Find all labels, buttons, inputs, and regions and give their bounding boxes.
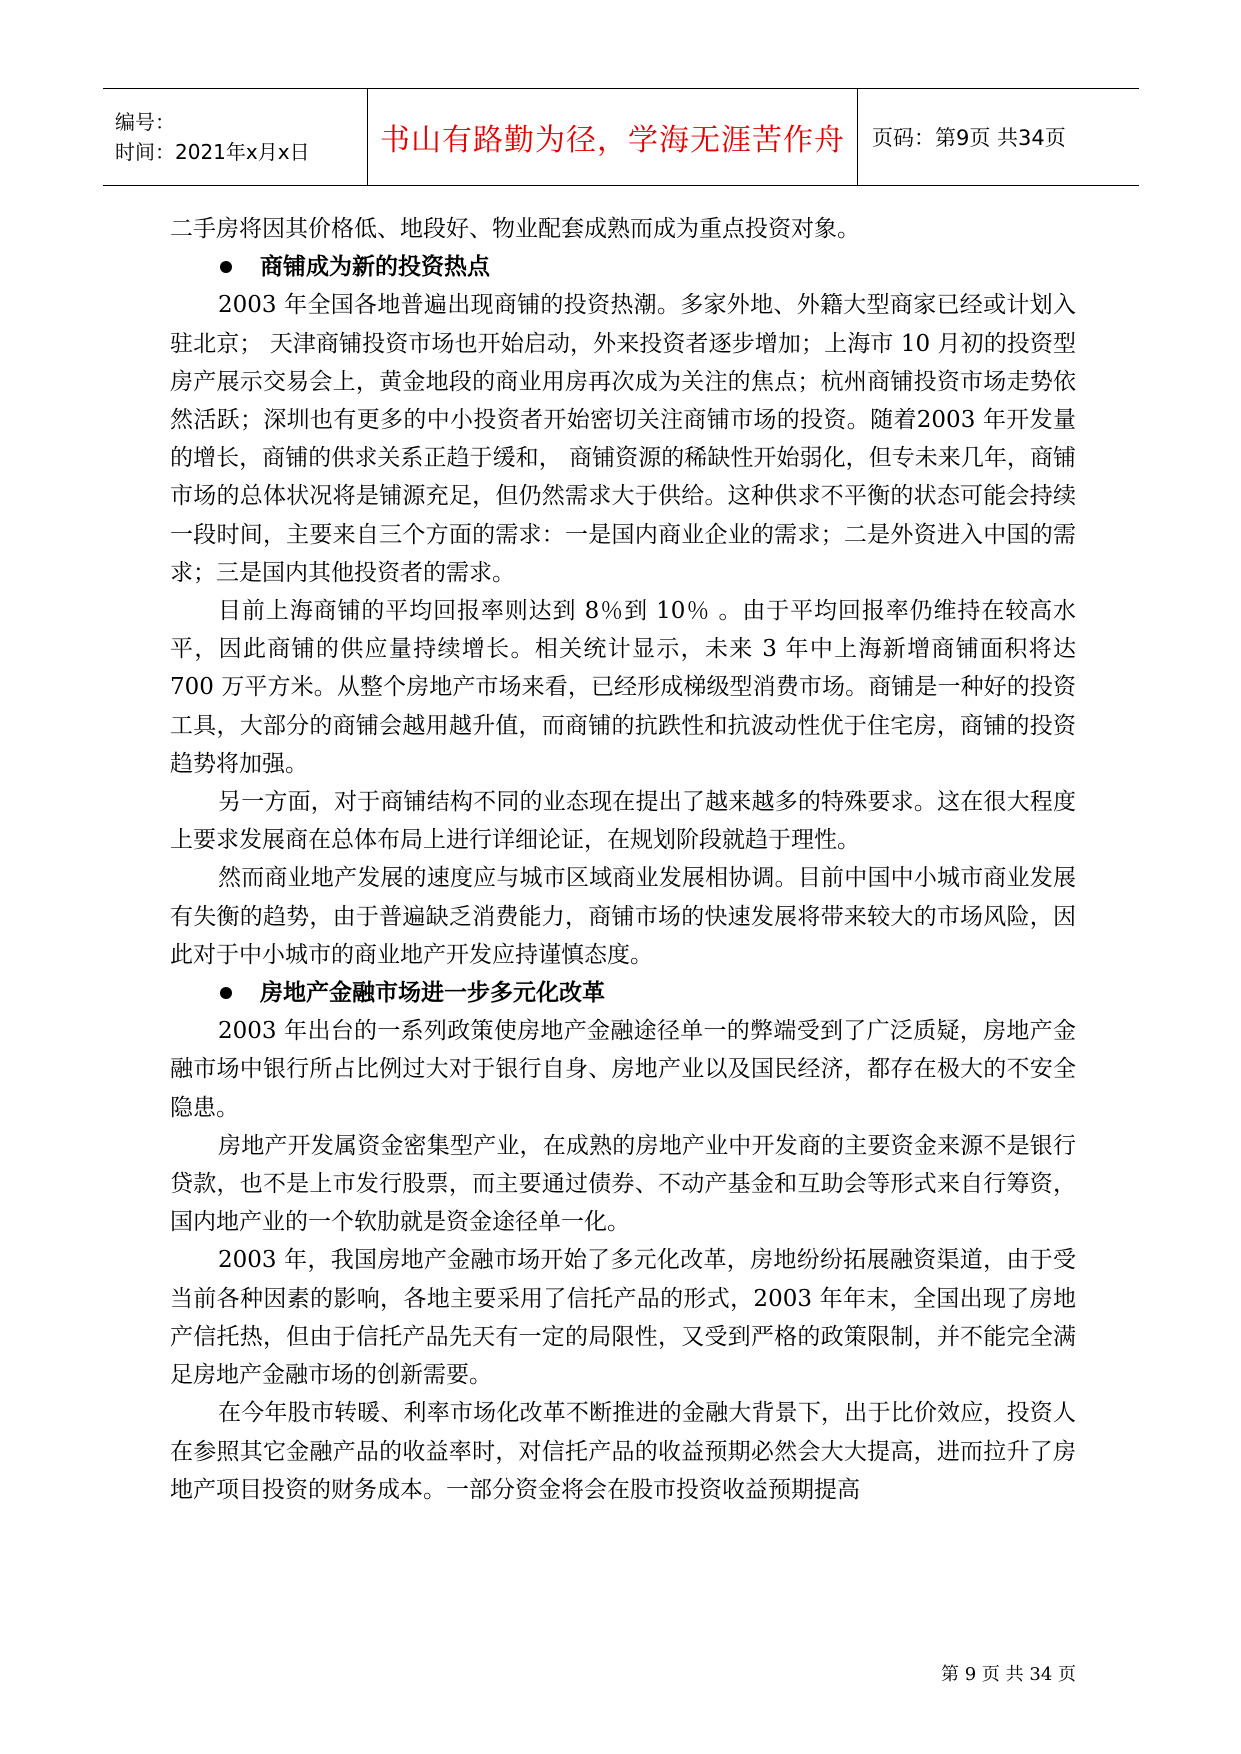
section-heading-text: 房地产金融市场进一步多元化改革 (260, 980, 605, 1007)
section-heading (170, 248, 1076, 286)
section-heading-text: 商铺成为新的投资热点 (260, 254, 490, 281)
paragraph: 在今年股市转暖、利率市场化改革不断推进的金融大背景下，出于比价效应，投资人在参照其它金融产品的收益率时，对信托产品的收益预期必然会大大提高，进而拉升了房地产项目投资的财务成本。一部分资金将会在股市投资收益预期提高 (170, 1400, 1076, 1503)
document-body (170, 210, 1076, 1509)
paragraph: 目前上海商铺的平均回报率则达到 8％到 10％ 。由于平均回报率仍维持在较高水平，因此商铺的供应量持续增长。相关统计显示，未来 3 年中上海新增商铺面积将达 700 万平方米。从整个房地产市场来看，已经形成梯级型消费市场。商铺是一种好的投资工具，大部分的商铺会越用越升值，而商铺的抗跌性和抗波动性优于住宅房，商铺的投资趋势将加强。 (170, 598, 1076, 777)
bullet-icon (220, 261, 232, 273)
paragraph: 2003 年，我国房地产金融市场开始了多元化改革，房地纷纷拓展融资渠道，由于受当前各种因素的影响，各地主要采用了信托产品的形式，2003 年年末，全国出现了房地产信托热，但由于信托产品先天有一定的局限性，又受到严格的政策限制，并不能完全满足房地产金融市场的创新需要。 (170, 1247, 1076, 1389)
header-page-label: 页码：第9页 共34页 (872, 126, 1066, 150)
page-header (103, 88, 1139, 186)
section-heading (170, 974, 1076, 1012)
motto-text: 书山有路勤为径，学海无涯苦作舟 (380, 123, 845, 158)
paragraph: 2003 年全国各地普遍出现商铺的投资热潮。多家外地、外籍大型商家已经或计划入驻北京； 天津商铺投资市场也开始启动，外来投资者逐步增加；上海市 10 月初的投资型房产展示交易会上，黄金地段的商业用房再次成为关注的焦点；杭州商铺投资市场走势依然活跃；深圳也有更多的中小投资者开始密切关注商铺市场的投资。随着2003 年开发量的增长，商铺的供求关系正趋于缓和， 商铺资源的稀缺性开始弱化，但专未来几年，商铺市场的总体状况将是铺源充足，但仍然需求大于供给。这种供求不平衡的状态可能会持续一段时间，主要来自三个方面的需求：一是国内商业企业的需求；二是外资进入中国的需求；三是国内其他投资者的需求。 (170, 292, 1076, 586)
paragraph: 二手房将因其价格低、地段好、物业配套成熟而成为重点投资对象。 (170, 216, 860, 242)
header-meta (103, 89, 367, 185)
document-number-label: 编号： (115, 110, 175, 134)
paragraph: 房地产开发属资金密集型产业，在成熟的房地产业中开发商的主要资金来源不是银行贷款，也不是上市发行股票，而主要通过债券、不动产基金和互助会等形式来自行筹资， 国内地产业的一个软肋就是资金途径单一化。 (170, 1132, 1076, 1236)
page-footer (941, 1660, 1076, 1686)
paragraph: 另一方面，对于商铺结构不同的业态现在提出了越来越多的特殊要求。这在很大程度上要求发展商在总体布局上进行详细论证，在规划阶段就趋于理性。 (170, 789, 1076, 854)
bullet-icon (220, 987, 232, 999)
document-time-label: 时间：2021年x月x日 (115, 140, 310, 164)
paragraph: 2003 年出台的一系列政策使房地产金融途径单一的弊端受到了广泛质疑，房地产金融市场中银行所占比例过大对于银行自身、房地产业以及国民经济，都存在极大的不安全隐患。 (170, 1018, 1076, 1121)
header-motto (367, 89, 858, 185)
paragraph: 然而商业地产发展的速度应与城市区域商业发展相协调。目前中国中小城市商业发展有失衡的趋势，由于普遍缺乏消费能力，商铺市场的快速发展将带来较大的市场风险，因此对于中小城市的商业地产开发应持谨慎态度。 (170, 865, 1076, 968)
header-page-info (858, 89, 1139, 185)
footer-page-number: 第 9 页 共 34 页 (941, 1664, 1076, 1685)
